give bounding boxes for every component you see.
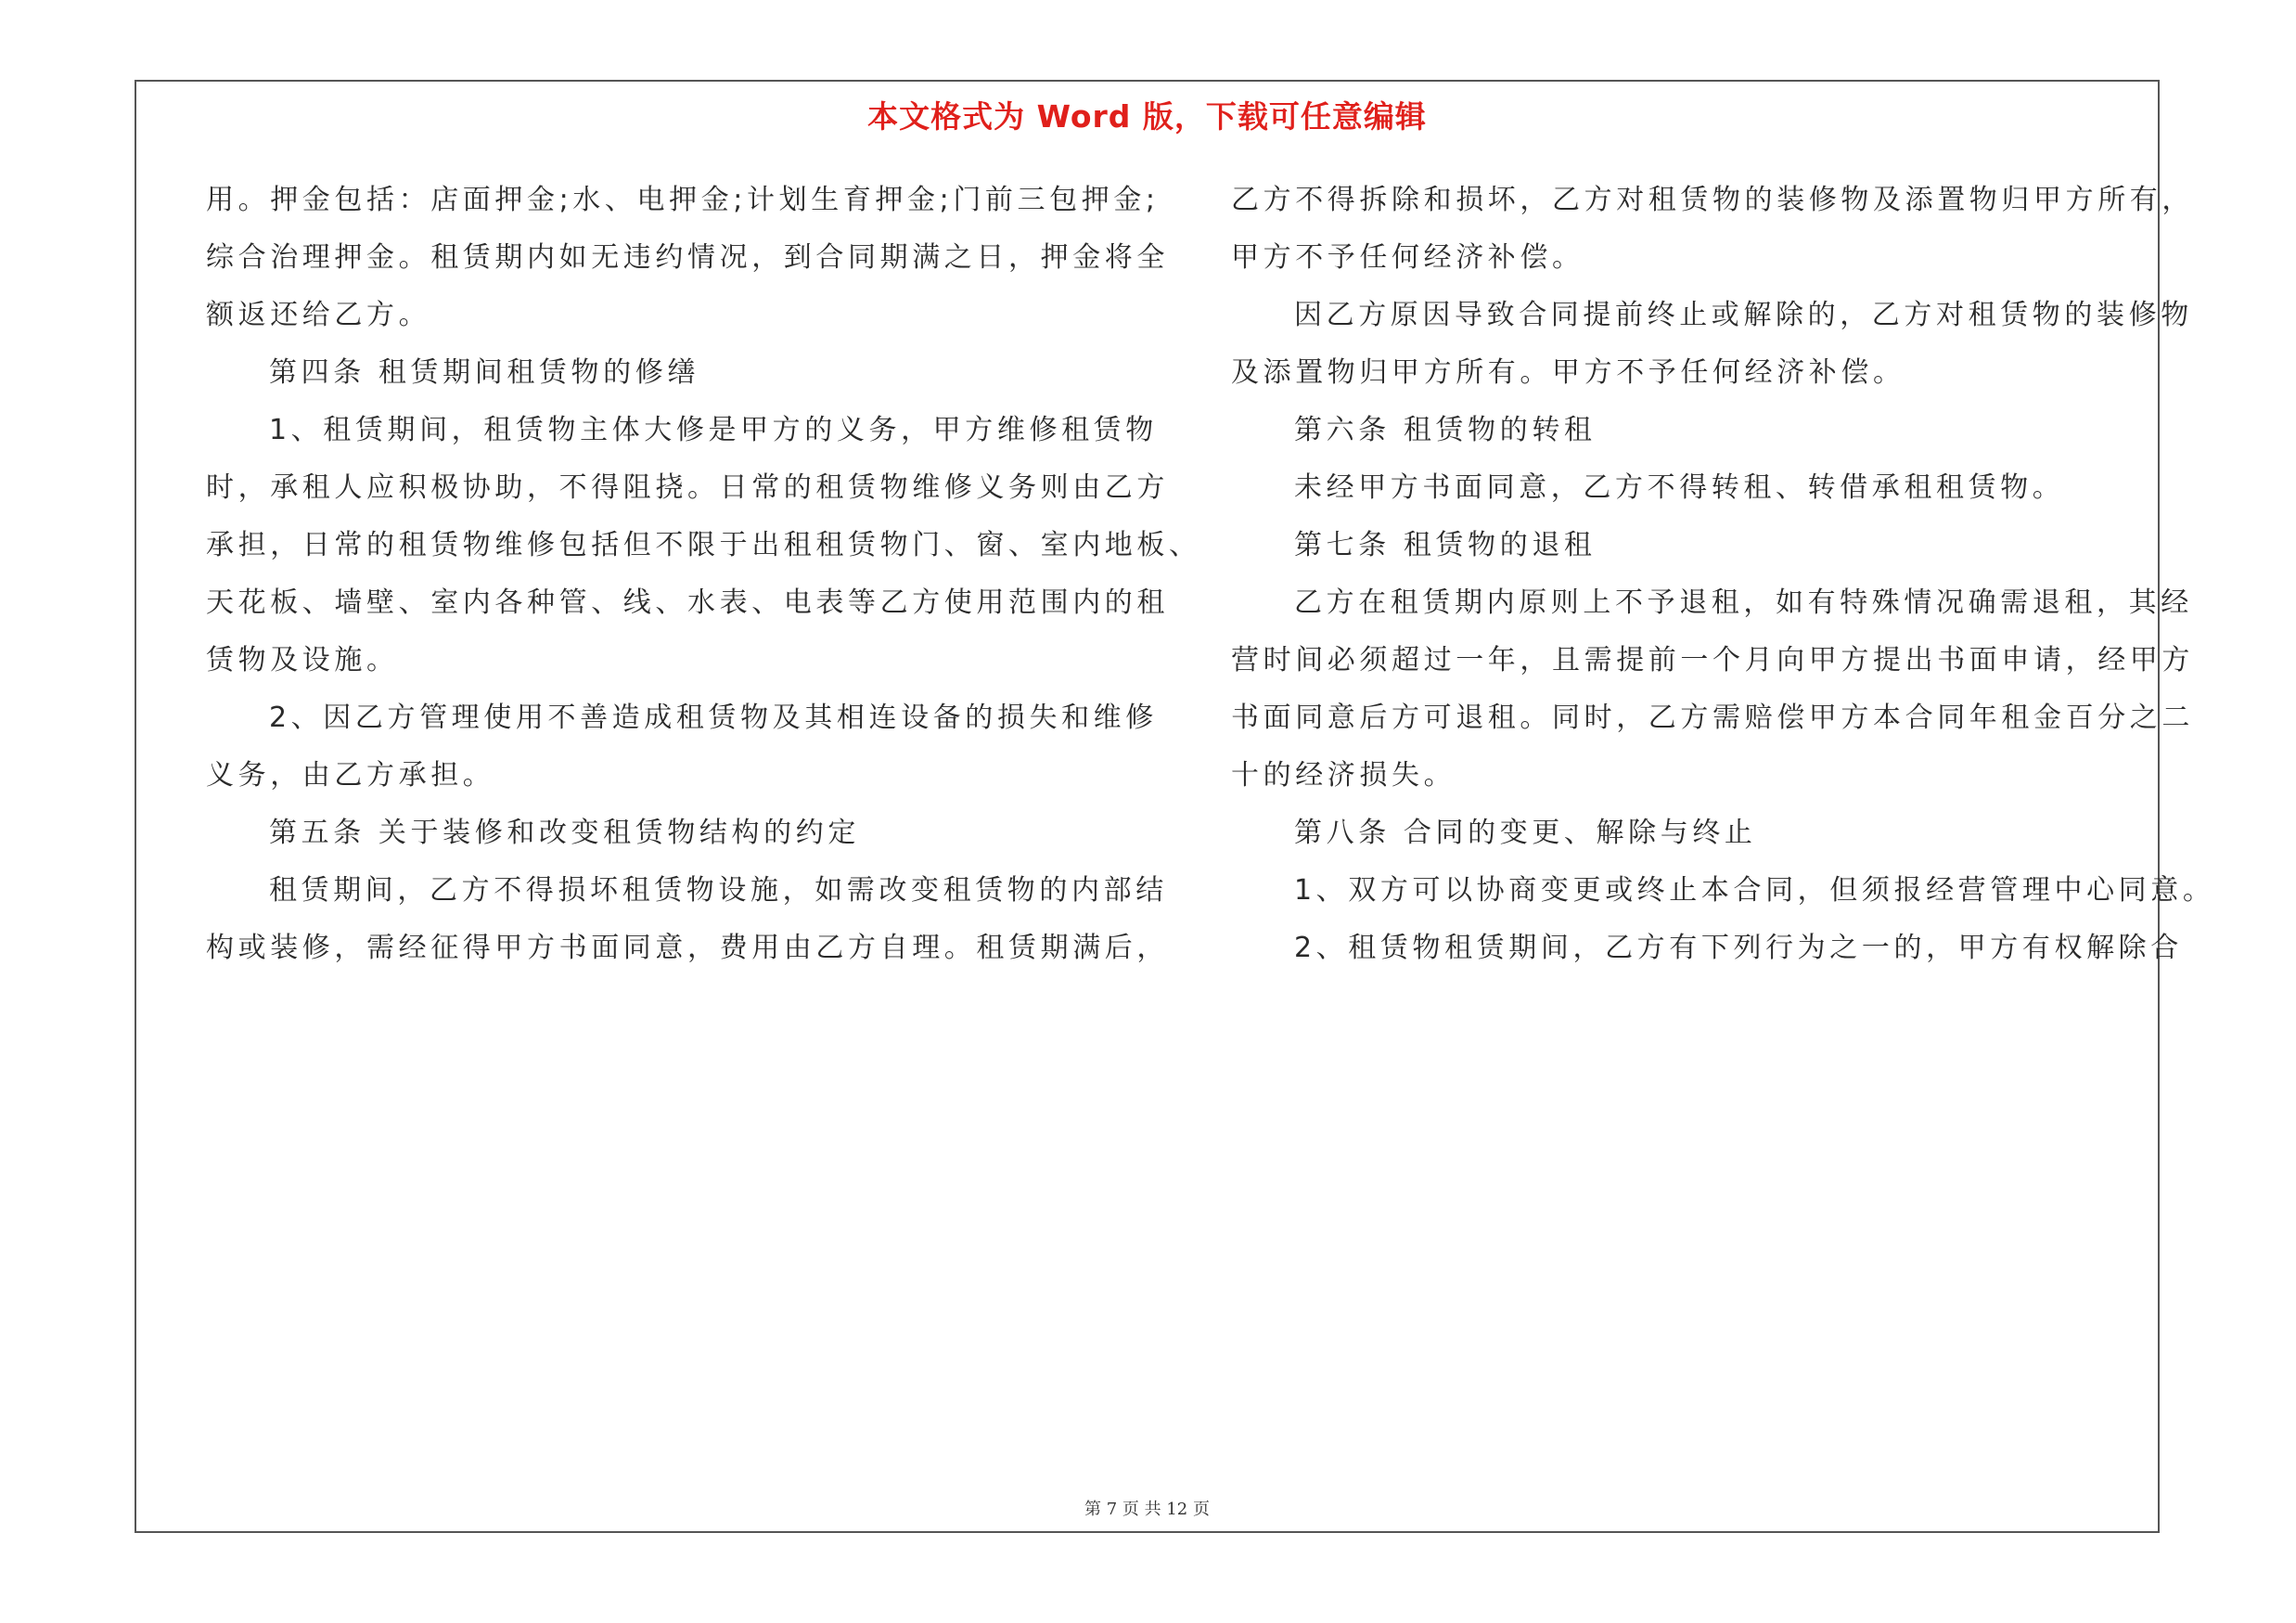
text-line: 2、租赁物租赁期间，乙方有下列行为之一的，甲方有权解除合 — [1294, 932, 2183, 964]
text-line: 1、租赁期间，租赁物主体大修是甲方的义务，甲方维修租赁物 — [269, 414, 1158, 446]
text-line: 用。押金包括：店面押金;水、电押金;计划生育押金;门前三包押金; — [206, 184, 1160, 216]
text-line: 1、双方可以协商变更或终止本合同，但须报经营管理中心同意。 — [1294, 874, 2215, 907]
text-line: 及添置物归甲方所有。甲方不予任何经济补偿。 — [1231, 356, 1905, 389]
editable-notice-banner: 本文格式为 Word 版，下载可任意编辑 — [867, 98, 1427, 135]
text-line: 赁物及设施。 — [206, 644, 399, 676]
text-line: 2、因乙方管理使用不善造成租赁物及其相连设备的损失和维修 — [269, 702, 1158, 734]
text-line: 天花板、墙壁、室内各种管、线、水表、电表等乙方使用范围内的租 — [206, 586, 1169, 619]
text-line: 营时间必须超过一年，且需提前一个月向甲方提出书面申请，经甲方 — [1231, 644, 2194, 676]
text-line: 额返还给乙方。 — [206, 299, 431, 331]
text-line: 乙方不得拆除和损坏，乙方对租赁物的装修物及添置物归甲方所有， — [1231, 184, 2194, 216]
text-line: 十的经济损失。 — [1231, 759, 1456, 792]
text-line: 甲方不予任何经济补偿。 — [1231, 241, 1584, 274]
text-line: 构或装修，需经征得甲方书面同意，费用由乙方自理。租赁期满后， — [206, 932, 1169, 964]
text-line: 综合治理押金。租赁期内如无违约情况，到合同期满之日，押金将全 — [206, 241, 1169, 274]
text-line: 因乙方原因导致合同提前终止或解除的，乙方对租赁物的装修物 — [1294, 299, 2193, 331]
page-frame — [135, 80, 2215, 1533]
page-number-footer: 第 7 页 共 12 页 — [1084, 1500, 1210, 1519]
text-line: 承担，日常的租赁物维修包括但不限于出租租赁物门、窗、室内地板、 — [206, 529, 1201, 561]
text-line: 书面同意后方可退租。同时，乙方需赔偿甲方本合同年租金百分之二 — [1231, 702, 2194, 734]
text-line: 未经甲方书面同意，乙方不得转租、转借承租租赁物。 — [1294, 471, 2065, 504]
text-line: 义务，由乙方承担。 — [206, 759, 495, 792]
text-line: 第四条 租赁期间租赁物的修缮 — [269, 356, 699, 389]
text-line: 第七条 租赁物的退租 — [1294, 529, 1597, 561]
text-line: 第八条 合同的变更、解除与终止 — [1294, 817, 1757, 849]
text-line: 时，承租人应积极协助，不得阻挠。日常的租赁物维修义务则由乙方 — [206, 471, 1169, 504]
text-line: 第六条 租赁物的转租 — [1294, 414, 1597, 446]
text-line: 第五条 关于装修和改变租赁物结构的约定 — [269, 817, 860, 849]
text-line: 租赁期间，乙方不得损坏租赁物设施，如需改变租赁物的内部结 — [269, 874, 1168, 907]
text-line: 乙方在租赁期内原则上不予退租，如有特殊情况确需退租，其经 — [1294, 586, 2193, 619]
